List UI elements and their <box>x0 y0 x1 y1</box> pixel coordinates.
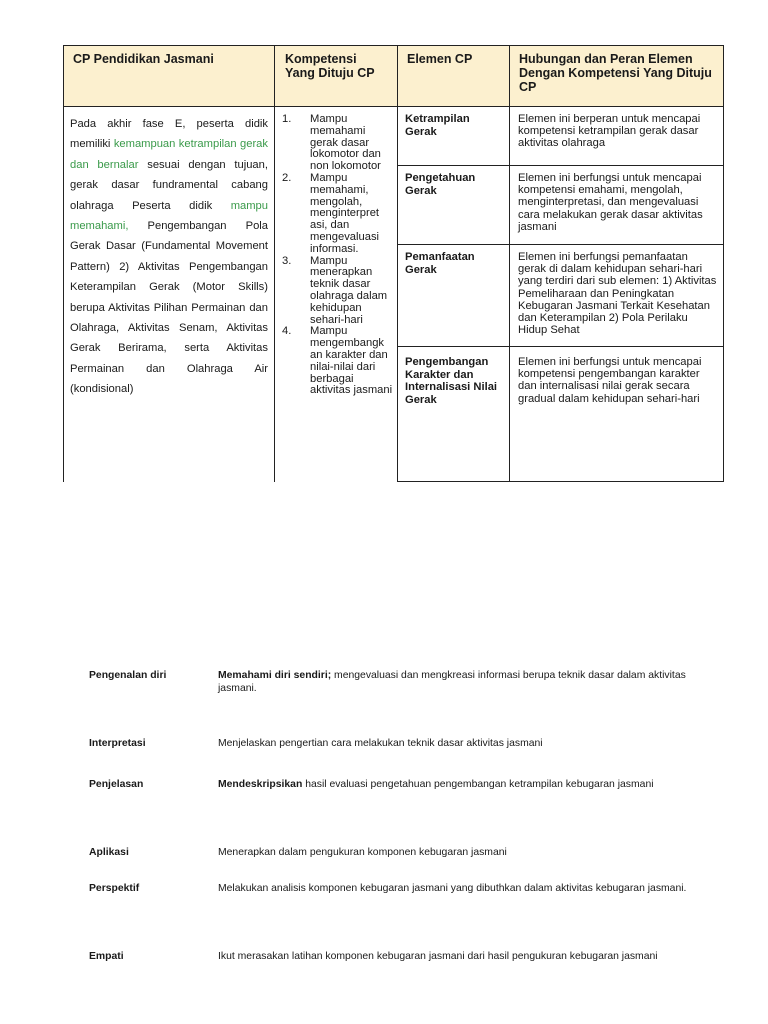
kompetensi-number: 1. <box>282 113 292 125</box>
cp-text-part-1: Pada akhir fase E, peserta didik memiliki <box>70 118 268 151</box>
list-item-text: Melakukan analisis komponen kebugaran jasmani yang dibuthkan dalam aktivitas kebugaran jasmani. <box>218 883 687 894</box>
kompetensi-number: 2. <box>282 171 292 184</box>
list-item-text: Menjelaskan pengertian cara melakukan teknik dasar aktivitas jasmani <box>218 738 543 749</box>
table-border-top <box>63 45 724 46</box>
list-item-label: Pengenalan diri <box>89 670 167 681</box>
list-item-text: mengevaluasi dan mengkreasi informasi berupa teknik dasar dalam aktivitas jasmani. <box>218 670 686 694</box>
table-row-divider-1 <box>397 165 724 166</box>
elemen-desc-ketrampilan: Elemen ini berperan untuk mencapai kompetensi ketrampilan gerak dasar aktivitas olahraga <box>518 113 701 150</box>
kompetensi-number: 4. <box>282 325 292 338</box>
list-item-text: Ikut merasakan latihan komponen kebugaran jasmani dari hasil pengukuran kebugaran jasmani <box>218 951 658 962</box>
cp-description <box>70 114 268 400</box>
elemen-desc-pengetahuan: Elemen ini berfungsi untuk mencapai kompetensi emahami, mengolah, menginterpretasi, dan mengevaluasi cara melakukan gerak dasar aktivitas jasmani <box>518 172 703 233</box>
list-item-bold: Mendeskripsikan <box>218 779 303 790</box>
table-header-divider <box>63 106 724 107</box>
kompetensi-item <box>282 173 394 256</box>
list-item-desc <box>218 779 718 792</box>
header-cp-pendidikan-jasmani: CP Pendidikan Jasmani <box>63 45 275 107</box>
kompetensi-text: Mampu memahami, mengolah, menginterpret asi, dan mengevaluasi informasi. <box>310 171 380 255</box>
kompetensi-item <box>282 256 394 327</box>
elemen-desc-pengembangan: Elemen ini berfungsi untuk mencapai kompetensi pengembangan karakter dan internalisasi nilai gerak secara gradual dalam kehidupan sehari-hari <box>518 356 702 405</box>
elemen-name-pengembangan: Pengembangan Karakter dan Internalisasi Nilai Gerak <box>405 356 498 406</box>
table-row-divider-3 <box>397 346 724 347</box>
elemen-name-pemanfaatan: Pemanfaatan Gerak <box>405 251 475 276</box>
kompetensi-text: Mampu mengembangk an karakter dan nilai-nilai dari berbagai aktivitas jasmani <box>310 325 393 397</box>
header-hubungan-peran: Hubungan dan Peran Elemen Dengan Kompetensi Yang Dituju CP <box>509 45 724 107</box>
list-item-desc <box>218 847 718 860</box>
list-item-label: Interpretasi <box>89 738 146 749</box>
cp-highlight-1: kemampuan ketrampilan gerak dan bernalar <box>70 138 268 171</box>
kompetensi-text: Mampu menerapkan teknik dasar olahraga dalam kehidupan sehari-hari <box>310 254 388 326</box>
kompetensi-text: Mampu memahami gerak dasar lokomotor dan non lokomotor <box>310 113 381 173</box>
list-item-label: Aplikasi <box>89 847 129 858</box>
kompetensi-item <box>282 114 394 173</box>
kompetensi-number: 3. <box>282 254 292 267</box>
kompetensi-list <box>282 114 394 397</box>
table-col-divider-1 <box>274 45 275 482</box>
list-item-label: Empati <box>89 951 124 962</box>
list-item-desc <box>218 951 718 964</box>
list-item-desc <box>218 670 718 695</box>
header-kompetensi: Kompetensi Yang Dituju CP <box>275 45 397 107</box>
elemen-desc-pemanfaatan: Elemen ini berfungsi pemanfaatan gerak di dalam kehidupan sehari-hari yang terdiri dari sub elemen: 1) Aktivitas Pemeliharaan dan Peningkatan Kebugaran Jasmani Terkait Kesehatan dan Keterampilan 2) Pola Perilaku Hidup Sehat <box>518 251 717 337</box>
list-item-desc <box>218 883 718 896</box>
list-item-text: hasil evaluasi pengetahuan pengembangan ketrampilan kebugaran jasmani <box>302 779 654 790</box>
table-border-left <box>63 45 64 482</box>
table-col-divider-2 <box>397 45 398 482</box>
elemen-name-ketrampilan: Ketrampilan Gerak <box>405 113 470 138</box>
table-col-divider-3 <box>509 45 510 482</box>
elemen-name-pengetahuan: Pengetahuan Gerak <box>405 172 476 197</box>
cp-text-part-3: Pengembangan Pola Gerak Dasar (Fundamental Movement Pattern) 2) Aktivitas Pengembangan Keterampilan Gerak (Motor Skills) berupa Aktivitas Pilihan Permainan dan Olahraga, Aktivitas Senam, Aktivitas Gerak Berirama, serta Aktivitas Permainan dan Olahraga Air (kondisional) <box>70 220 268 396</box>
cp-highlight-2: mampu memahami, <box>70 199 268 233</box>
list-item-label: Perspektif <box>89 883 140 894</box>
list-item-label: Penjelasan <box>89 779 144 790</box>
list-item-text: Menerapkan dalam pengukuran komponen kebugaran jasmani <box>218 847 507 858</box>
list-item-bold: Memahami diri sendiri; <box>218 670 332 681</box>
table-border-bottom <box>397 481 724 482</box>
table-row-divider-2 <box>397 244 724 245</box>
cp-text-part-2: sesuai dengan tujuan, gerak dasar fundramental cabang olahraga Peserta didik <box>70 158 268 212</box>
table-border-right <box>723 45 724 482</box>
list-item-desc <box>218 738 718 751</box>
header-elemen-cp: Elemen CP <box>397 45 509 107</box>
kompetensi-item <box>282 326 394 397</box>
